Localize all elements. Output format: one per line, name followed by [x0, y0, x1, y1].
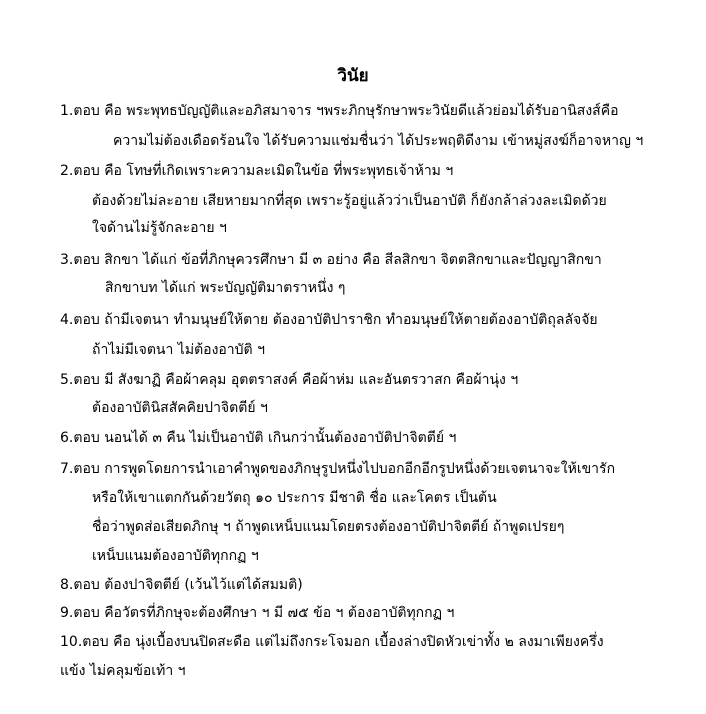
answer-8-line-1: 8.ตอบ ต้องปาจิตตีย์ (เว้นไว้แต่ได้สมมติ) [60, 577, 303, 593]
answer-7-line-4: เหน็บแนมต้องอาบัติทุกกฏ ฯ [92, 548, 259, 564]
answer-6-line-1: 6.ตอบ นอนได้ ๓ คืน ไม่เป็นอาบัติ เกินกว่านั้นต้องอาบัติปาจิตตีย์ ฯ [60, 430, 457, 446]
document-title: วินัย [337, 66, 369, 86]
answer-1-line-2: ความไม่ต้องเดือดร้อนใจ ได้รับความแช่มชื่นว่า ได้ประพฤติดีงาม เข้าหมู่สงฆ์ก็อาจหาญ ฯ [113, 133, 644, 149]
answer-5-line-1: 5.ตอบ มี สังฆาฏิ คือผ้าคลุม อุตตราสงค์ คือผ้าห่ม และอันตรวาสก คือผ้านุ่ง ฯ [60, 372, 519, 388]
answer-4-line-1: 4.ตอบ ถ้ามีเจตนา ทำมนุษย์ให้ตาย ต้องอาบัติปาราชิก ทำอมนุษย์ให้ตายต้องอาบัติถุลลัจจัย [60, 312, 598, 328]
answer-4-line-2: ถ้าไม่มีเจตนา ไม่ต้องอาบัติ ฯ [92, 342, 265, 358]
answer-2-line-1: 2.ตอบ คือ โทษที่เกิดเพราะความละเมิดในข้อ ที่พระพุทธเจ้าห้าม ฯ [60, 163, 454, 179]
answer-10-line-2: แข้ง ไม่คลุมข้อเท้า ฯ [60, 663, 186, 679]
answer-3-line-1: 3.ตอบ สิกขา ได้แก่ ข้อที่ภิกษุควรศึกษา มี ๓ อย่าง คือ สีลสิกขา จิตตสิกขาและปัญญาสิกขา [60, 252, 602, 268]
answer-7-line-3: ชื่อว่าพูดส่อเสียดภิกษุ ฯ ถ้าพูดเหน็บแนมโดยตรงต้องอาบัติปาจิตตีย์ ถ้าพูดเปรยๆ [92, 519, 565, 535]
answer-1-line-1: 1.ตอบ คือ พระพุทธบัญญัติและอภิสมาจาร ฯพระภิกษุรักษาพระวินัยดีแล้วย่อมได้รับอานิสงส์คือ [60, 103, 619, 119]
answer-7-line-1: 7.ตอบ การพูดโดยการนำเอาคำพูดของภิกษุรูปหนึ่งไปบอกอีกอีกรูปหนึ่งด้วยเจตนาจะให้เขารัก [60, 461, 616, 477]
answer-3-line-2: สิกขาบท ได้แก่ พระบัญญัติมาตราหนึ่ง ๆ [105, 280, 346, 296]
answer-9-line-1: 9.ตอบ คือวัตรที่ภิกษุจะต้องศึกษา ฯ มี ๗๕ ข้อ ฯ ต้องอาบัติทุกกฏ ฯ [60, 605, 455, 621]
answer-2-line-3: ใจด้านไม่รู้จักละอาย ฯ [92, 220, 227, 236]
answer-10-line-1: 10.ตอบ คือ นุ่งเบื้องบนปิดสะดือ แต่ไม่ถึงกระโจมอก เบื้องล่างปิดหัวเข่าทั้ง ๒ ลงมาเพียงครึ่ง [60, 634, 604, 650]
answer-7-line-2: หรือให้เขาแตกกันด้วยวัตถุ ๑๐ ประการ มีชาติ ชื่อ และโคตร เป็นต้น [92, 490, 497, 506]
answer-2-line-2: ต้องด้วยไม่ละอาย เสียหายมากที่สุด เพราะรู้อยู่แล้วว่าเป็นอาบัติ ก็ยังกล้าล่วงละเมิดด้วย [92, 193, 607, 209]
answer-5-line-2: ต้องอาบัตินิสสัคคิยปาจิตตีย์ ฯ [92, 400, 268, 416]
